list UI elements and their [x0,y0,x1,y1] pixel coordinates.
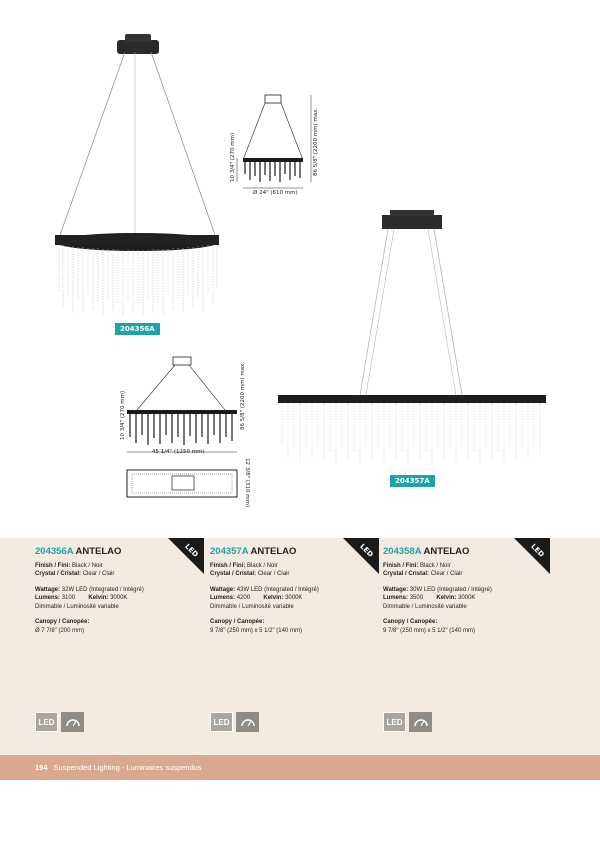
led-corner-text: LED [358,542,375,559]
linear-chandelier-image [270,210,555,470]
crystal-value: Clear / Clair [82,571,115,577]
badges-3 [383,712,432,732]
wattage-value: 43W LED (Integrated / Intégré) [236,586,319,593]
model-tag-204357A: 204357A [390,475,435,487]
canopy-value: 9 7/8" (250 mm) x 5 1/2" (140 mm) [383,627,475,634]
model-tag-204356A: 204356A [115,323,160,335]
crystal-label: Crystal / Cristal: [35,571,82,577]
lumens-value: 3500 [409,595,424,601]
linear-dimension-drawing [115,355,245,515]
wattage-value: 30W LED (Integrated / Intégré) [409,586,492,593]
finish-label: Finish / Fini: [210,562,246,569]
finish-value: Black / Noir [72,562,103,569]
badges-2 [210,712,259,732]
wattage-label: Wattage: [35,586,61,593]
product-name: ANTELAO [75,546,122,557]
finish-label: Finish / Fini: [35,562,71,569]
round-dimension-drawing [225,90,325,200]
product-code: 204358A [383,546,422,557]
kelvin-value: 3000K [458,595,476,601]
lumens-label: Lumens: [35,595,61,601]
wattage-label: Wattage: [210,586,236,593]
led-corner-ribbon-1 [168,538,204,574]
dimmable-text: Dimmable / Luminosité variable [383,603,467,610]
crystal-label: Crystal / Cristal: [210,571,257,577]
round-chandelier-image [45,30,230,320]
canopy-value: Ø 7 7/8" (200 mm) [35,627,85,634]
round-diameter-dim: Ø 24" (610 mm) [253,190,298,196]
linear-depth-dim: 12 3/8" (310 mm) [244,458,250,508]
finish-value: Black / Noir [247,562,278,569]
product-code: 204357A [210,546,249,557]
badges-1 [35,712,84,732]
led-corner-text: LED [183,542,200,559]
dimmable-text: Dimmable / Luminosité variable [210,603,294,610]
dimmable-text: Dimmable / Luminosité variable [35,603,119,610]
kelvin-label: Kelvin: [88,595,109,601]
linear-height-dim: 10 3/4" (270 mm) [120,390,126,440]
product-name: ANTELAO [250,546,297,557]
round-height-dim: 10 3/4" (270 mm) [230,132,236,182]
kelvin-label: Kelvin: [263,595,284,601]
lumens-value: 4200 [236,595,251,601]
footer-bar [0,755,600,780]
led-badge: LED [210,712,233,732]
canopy-label: Canopy / Canopée: [383,619,438,625]
finish-label: Finish / Fini: [383,562,419,569]
led-badge: LED [383,712,406,732]
crystal-label: Crystal / Cristal: [383,571,430,577]
product-code: 204356A [35,546,74,557]
kelvin-label: Kelvin: [436,595,457,601]
linear-length-dim: 45 1/4" (1150 mm) [152,449,205,455]
finish-value: Black / Noir [420,562,451,569]
canopy-value: 9 7/8" (250 mm) x 5 1/2" (140 mm) [210,627,302,634]
wattage-label: Wattage: [383,586,409,593]
led-corner-ribbon-2 [343,538,379,574]
led-corner-ribbon-3 [514,538,550,574]
lumens-value: 3100 [61,595,76,601]
led-badge: LED [35,712,58,732]
round-max-dim: 86 5/8" (2200 mm) max. [313,107,319,176]
page-number: 194 [35,763,48,772]
crystal-value: Clear / Clair [257,571,290,577]
lumens-label: Lumens: [383,595,409,601]
canopy-label: Canopy / Canopée: [35,619,90,625]
product-name: ANTELAO [423,546,470,557]
crystal-value: Clear / Clair [430,571,463,577]
lumens-label: Lumens: [210,595,236,601]
dimmable-icon [409,712,432,732]
dimmable-icon [236,712,259,732]
led-corner-text: LED [529,542,546,559]
dimmable-icon [61,712,84,732]
linear-max-dim: 86 5/8" (2200 mm) max. [240,361,246,430]
kelvin-value: 3000K [285,595,303,601]
canopy-label: Canopy / Canopée: [210,619,265,625]
section-title: Suspended Lighting - Luminaires suspendus [53,763,202,772]
kelvin-value: 3000K [110,595,128,601]
wattage-value: 32W LED (Integrated / Intégré) [61,586,144,593]
